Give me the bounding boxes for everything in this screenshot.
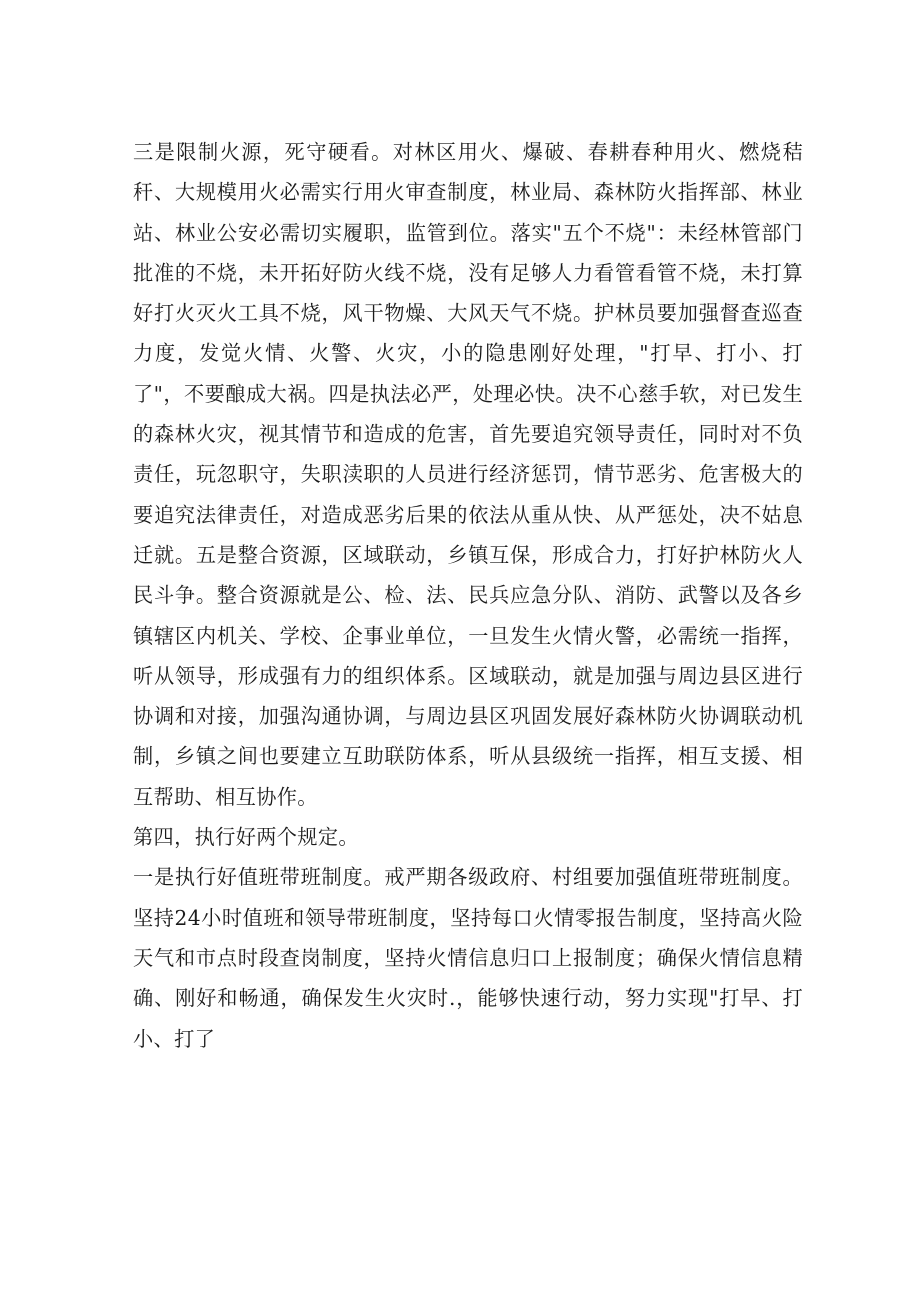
- paragraph-duty-system: 一是执行好值班带班制度。戒严期各级政府、村组要加强值班带班制度。坚持24小时值班和领导带班制度，坚持每口火情零报告制度，坚持高火险天气和市点时段查岗制度，坚持火情信息归口上报制度；确保火情信息精确、刚好和畅通，确保发生火灾时.，能够快速行动，努力实现"打早、打小、打了: [133, 865, 803, 1051]
- paragraph-fire-source-control: 三是限制火源，死守硬看。对林区用火、爆破、春耕春种用火、燃烧秸秆、大规模用火必需实行用火审查制度，林业局、森林防火指挥部、林业站、林业公安必需切实履职，监管到位。落实"五个不烧"：未经林管部门批准的不烧，未开拓好防火线不烧，没有足够人力看管看管不烧，未打算好打火灭火工具不烧，风干物燥、大风天气不烧。护林员要加强督查巡查力度，发觉火情、火警、火灾，小的隐患刚好处理，"打早、打小、打了"，不要酿成大祸。四是执法必严，处理必快。决不心慈手软，对已发生的森林火灾，视其情节和造成的危害，首先要追究领导责任，同时对不负责任，玩忽职守，失职渎职的人员进行经济惩罚，情节恶劣、危害极大的要追究法律责任，对造成恶劣后果的依法从重从快、从严惩处，决不姑息迁就。五是整合资源，区域联动，乡镇互保，形成合力，打好护林防火人民斗争。整合资源就是公、检、法、民兵应急分队、消防、武警以及各乡镇辖区内机关、学校、企事业单位，一旦发生火情火警，必需统一指挥，听从领导，形成强有力的组织体系。区域联动，就是加强与周边县区进行协调和对接，加强沟通协调，与周边县区巩固发展好森林防火协调联动机制，乡镇之间也要建立互助联防体系，听从县级统一指挥，相互支援、相互帮助、相互协作。: [133, 140, 803, 809]
- paragraph-section-four-heading: 第四，执行好两个规定。: [133, 825, 359, 850]
- document-body: [133, 132, 803, 1059]
